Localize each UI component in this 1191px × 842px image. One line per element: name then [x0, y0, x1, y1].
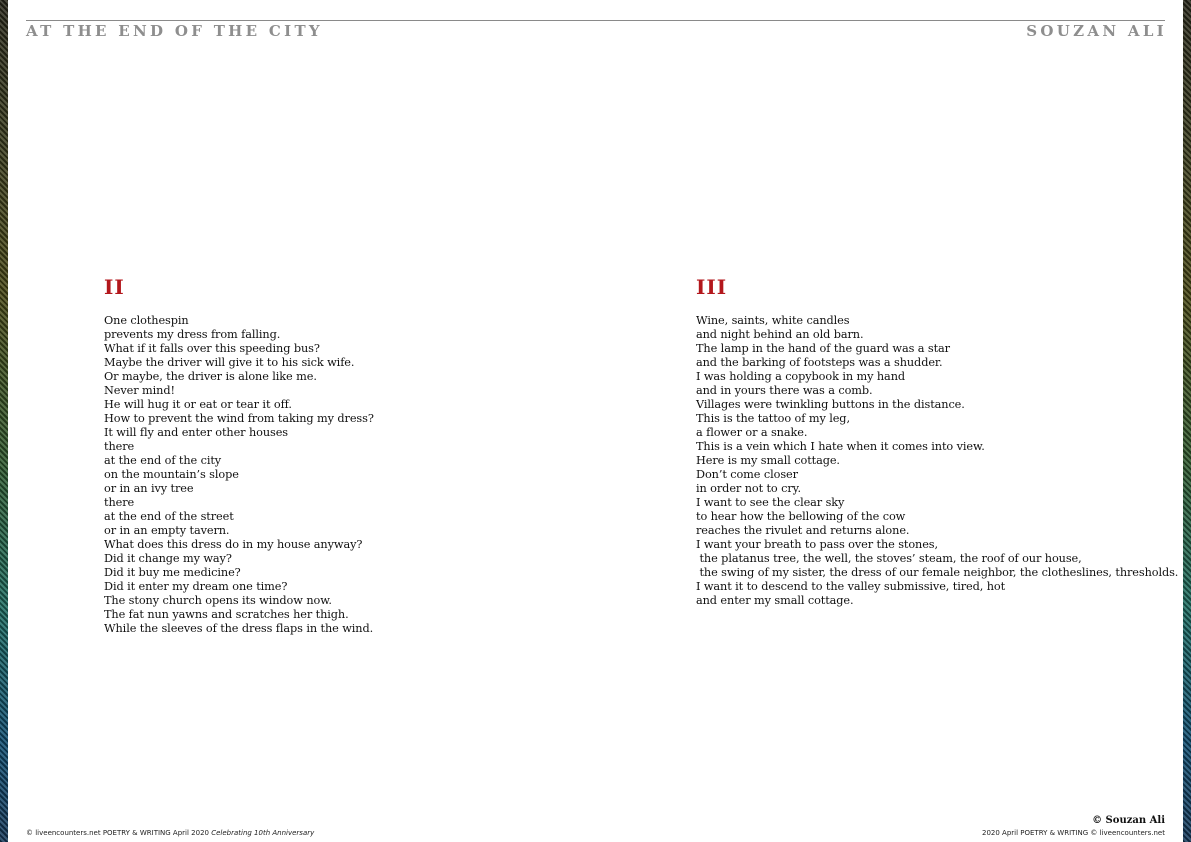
poem-lines [104, 314, 574, 636]
poem-line: there [104, 440, 135, 453]
poem-line: the platanus tree, the well, the stoves’ steam, the roof of our house, [696, 552, 1082, 565]
poem-line: I want it to descend to the valley submissive, tired, hot [696, 580, 1006, 593]
poem-line: or in an empty tavern. [104, 524, 230, 537]
footer-copyright: © Souzan Ali [1092, 815, 1165, 826]
poem-line: Villages were twinkling buttons in the distance. [696, 398, 965, 411]
poem-lines [696, 314, 1179, 608]
left-decorative-border [0, 0, 8, 842]
poem-line: I want to see the clear sky [696, 496, 845, 509]
poem-line: How to prevent the wind from taking my dress? [104, 412, 374, 425]
footer-left [26, 829, 314, 837]
running-title: AT THE END OF THE CITY [26, 22, 323, 40]
footer-anniversary: Celebrating 10th Anniversary [211, 829, 315, 837]
poem-line: Maybe the driver will give it to his sick wife. [104, 356, 355, 369]
poem-section-iii [696, 274, 1179, 608]
poem-line: Did it enter my dream one time? [104, 580, 288, 593]
poem-line: This is the tattoo of my leg, [696, 412, 850, 425]
poem-line: Never mind! [104, 384, 175, 397]
poem-line: This is a vein which I hate when it comes into view. [696, 440, 985, 453]
poem-line: and night behind an old barn. [696, 328, 864, 341]
poem-line: at the end of the street [104, 510, 234, 523]
poem-line: He will hug it or eat or tear it off. [104, 398, 292, 411]
poem-line: and in yours there was a comb. [696, 384, 873, 397]
poem-line: there [104, 496, 135, 509]
poem-line: Did it change my way? [104, 552, 232, 565]
poem-line: The lamp in the hand of the guard was a star [696, 342, 950, 355]
poem-line: to hear how the bellowing of the cow [696, 510, 906, 523]
poem-line: and the barking of footsteps was a shudder. [696, 356, 943, 369]
header-rule [26, 20, 1165, 21]
poem-line: in order not to cry. [696, 482, 801, 495]
poem-line: Wine, saints, white candles [696, 314, 850, 327]
footer-left-text: © liveencounters.net POETRY & WRITING April 2020 [26, 829, 212, 837]
section-numeral: II [104, 275, 125, 299]
poem-line: or in an ivy tree [104, 482, 194, 495]
poem-line: I want your breath to pass over the stones, [696, 538, 938, 551]
poem-line: Or maybe, the driver is alone like me. [104, 370, 317, 383]
poem-line: Don’t come closer [696, 468, 798, 481]
poem-line: and enter my small cottage. [696, 594, 854, 607]
poem-line: What does this dress do in my house anyway? [104, 538, 363, 551]
poem-line: What if it falls over this speeding bus? [104, 342, 320, 355]
poem-line: It will fly and enter other houses [104, 426, 288, 439]
poem-line: Did it buy me medicine? [104, 566, 241, 579]
poem-line: The stony church opens its window now. [104, 594, 332, 607]
right-decorative-border [1183, 0, 1191, 842]
poem-line: Here is my small cottage. [696, 454, 840, 467]
poem-line: One clothespin [104, 314, 189, 327]
poem-line: on the mountain’s slope [104, 468, 239, 481]
poem-line: the swing of my sister, the dress of our female neighbor, the clotheslines, thresholds. [696, 566, 1179, 579]
poem-line: a flower or a snake. [696, 426, 808, 439]
poem-section-ii [104, 274, 574, 636]
poem-line: reaches the rivulet and returns alone. [696, 524, 910, 537]
poem-line: The fat nun yawns and scratches her thigh. [104, 608, 349, 621]
running-author: SOUZAN ALI [1026, 22, 1167, 40]
poem-line: I was holding a copybook in my hand [696, 370, 906, 383]
section-numeral: III [696, 275, 728, 299]
poem-line: prevents my dress from falling. [104, 328, 281, 341]
poem-line: at the end of the city [104, 454, 222, 467]
poem-line: While the sleeves of the dress flaps in the wind. [104, 622, 374, 635]
footer-right: 2020 April POETRY & WRITING © liveencounters.net [982, 829, 1165, 837]
